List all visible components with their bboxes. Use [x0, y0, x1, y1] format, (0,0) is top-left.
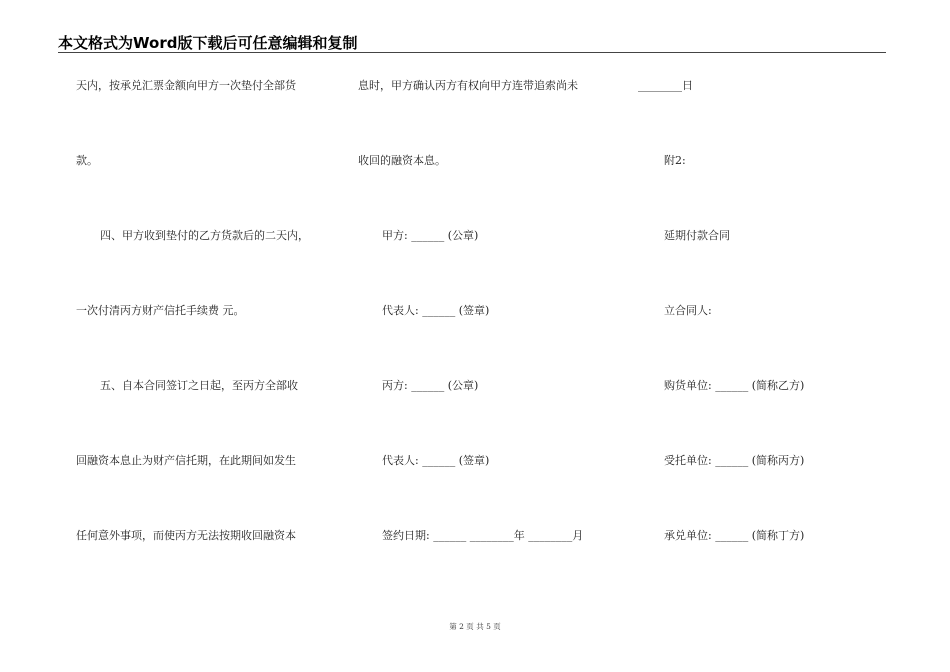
- left-line-2: 款。: [76, 154, 98, 167]
- right-line-6: 受托单位: ______ (简称丙方): [664, 454, 805, 467]
- middle-line-6: 代表人: ______ (签章): [382, 454, 490, 467]
- right-line-5: 购货单位: ______ (简称乙方): [664, 379, 805, 392]
- right-line-4: 立合同人:: [664, 304, 712, 317]
- left-line-7: 任何意外事项，而使丙方无法按期收回融资本: [76, 529, 296, 542]
- right-line-3: 延期付款合同: [664, 229, 730, 242]
- left-line-1: 天内，按承兑汇票金额向甲方一次垫付全部货: [76, 79, 296, 92]
- left-line-4: 一次付清丙方财产信托手续费 元。: [76, 304, 245, 317]
- middle-line-4: 代表人: ______ (签章): [382, 304, 490, 317]
- document-header-title: 本文格式为Word版下载后可任意编辑和复制: [58, 34, 358, 52]
- left-line-5: 五、自本合同签订之日起，至丙方全部收: [100, 379, 298, 392]
- middle-line-1: 息时，甲方确认丙方有权向甲方连带追索尚未: [358, 79, 578, 92]
- middle-line-3: 甲方: ______ (公章): [382, 229, 479, 242]
- header-divider: [58, 52, 886, 53]
- middle-line-5: 丙方: ______ (公章): [382, 379, 479, 392]
- page-number-footer: 第 2 页 共 5 页: [449, 622, 501, 631]
- right-line-2: 附2:: [664, 154, 686, 167]
- middle-line-7: 签约日期: ______ ________年 ________月: [382, 529, 584, 542]
- right-line-7: 承兑单位: ______ (简称丁方): [664, 529, 805, 542]
- left-line-6: 回融资本息止为财产信托期，在此期间如发生: [76, 454, 296, 467]
- left-line-3: 四、甲方收到垫付的乙方货款后的二天内，: [100, 229, 309, 242]
- right-line-1: ________日: [638, 79, 693, 92]
- middle-line-2: 收回的融资本息。: [358, 154, 446, 167]
